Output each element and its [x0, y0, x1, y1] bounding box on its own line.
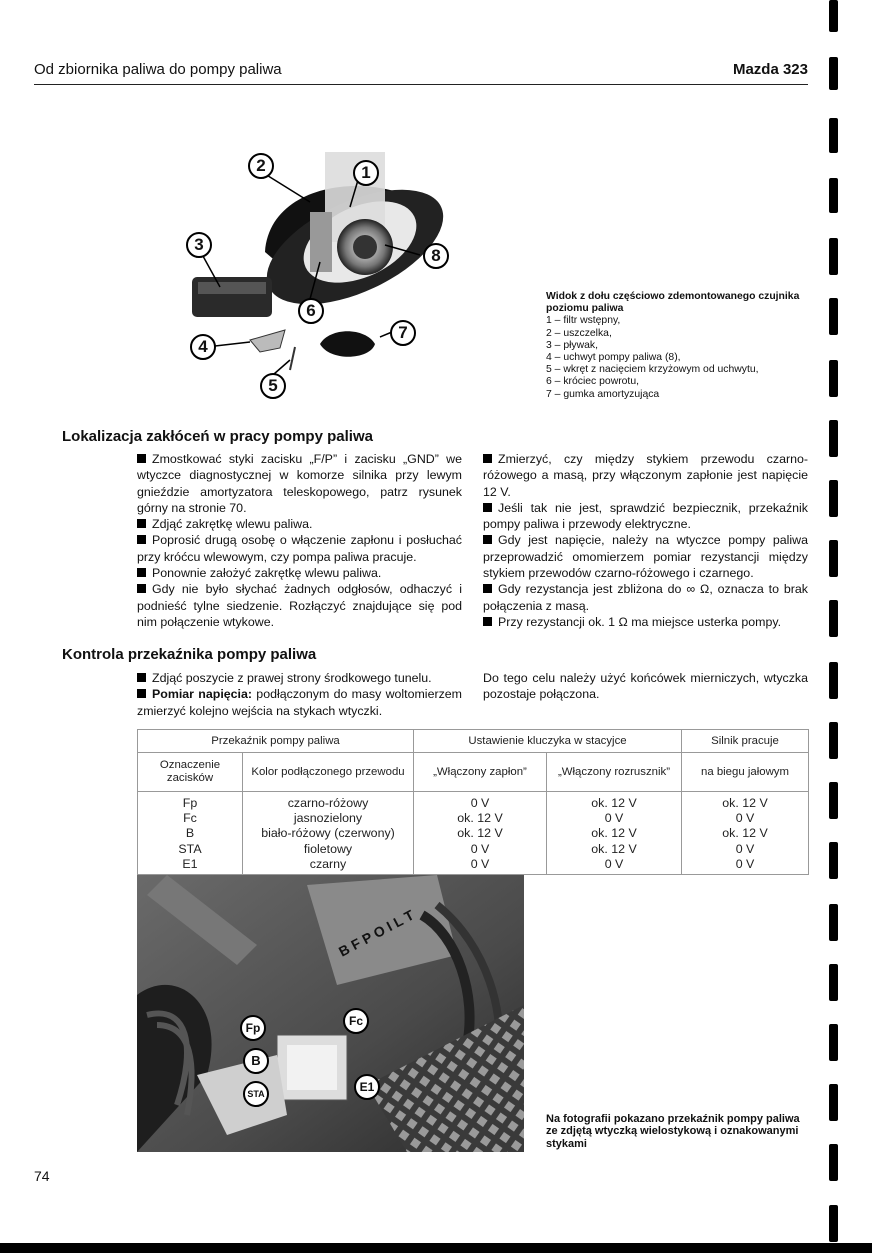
photo-caption: Na fotografii pokazano przekaźnik pompy paliwa ze zdjętą wtyczką wielostykową i oznakowanymi stykami [546, 1113, 800, 1150]
cell-idle: ok. 12 V [682, 792, 809, 812]
edge-mark [829, 1144, 838, 1181]
table-group-engine: Silnik pracuje [682, 730, 809, 753]
edge-mark [829, 118, 838, 153]
bullet-icon [483, 503, 492, 512]
cell-ignition-on: ok. 12 V [414, 811, 547, 826]
edge-mark [829, 782, 838, 819]
cell-starter-on: ok. 12 V [547, 842, 682, 857]
edge-mark [829, 540, 838, 577]
legend-item: 6 – króciec powrotu, [546, 376, 639, 388]
edge-mark [829, 904, 838, 941]
edge-mark [829, 600, 838, 637]
edge-mark [829, 420, 838, 457]
cell-starter-on: 0 V [547, 857, 682, 875]
edge-mark [829, 57, 838, 90]
instruction-note: Do tego celu należy użyć końcówek mierniczych, wtyczka pozostaje połączona. [483, 671, 808, 702]
col-header-terminal: Oznaczenie zacisków [138, 753, 243, 792]
cell-wire-color: czarno-różowy [243, 792, 414, 812]
legend-item: 7 – gumka amortyzująca [546, 388, 660, 400]
edge-mark [829, 964, 838, 1001]
photo-label-e1: E1 [354, 1074, 380, 1100]
edge-mark [829, 1205, 838, 1242]
callout-4: 4 [190, 334, 216, 360]
cell-wire-color: jasnozielony [243, 811, 414, 826]
cell-terminal: Fp [138, 792, 243, 812]
photo-label-fp: Fp [240, 1015, 266, 1041]
instruction-item: Zmostkować styki zacisku „F/P” i zacisku „GND” we wtyczce diagnostycznej w komorze silnika przy lewym gnieździe amortyzatora teleskopowego, patrz rysunek górny na stronie 70. [137, 452, 462, 515]
callout-1: 1 [353, 160, 379, 186]
section1-left-column [137, 451, 462, 630]
legend-item: 2 – uszczelka, [546, 327, 612, 339]
instruction-item: Gdy jest napięcie, należy na wtyczce pompy paliwa przeprowadzić omomierzem pomiar rezystancji między stykiem przewodów czarno-różowego i czarnego. [483, 533, 808, 581]
table-group-ignition: Ustawienie kluczyka w stacyjce [414, 730, 682, 753]
edge-mark [829, 360, 838, 397]
cell-starter-on: ok. 12 V [547, 792, 682, 812]
edge-mark [829, 662, 838, 699]
edge-mark [829, 842, 838, 879]
bullet-icon [483, 535, 492, 544]
callout-5: 5 [260, 373, 286, 399]
cell-terminal: Fc [138, 811, 243, 826]
instruction-item: Zdjąć zakrętkę wlewu paliwa. [137, 516, 462, 532]
bullet-icon [137, 535, 146, 544]
section-title-fault-location: Lokalizacja zakłóceń w pracy pompy paliwa [62, 428, 373, 445]
cell-idle: 0 V [682, 842, 809, 857]
cell-wire-color: fioletowy [243, 842, 414, 857]
table-row [138, 857, 809, 875]
cell-idle: 0 V [682, 857, 809, 875]
cell-terminal: B [138, 826, 243, 841]
edge-mark [829, 0, 838, 32]
page-number: 74 [34, 1168, 50, 1184]
instruction-item: Gdy rezystancja jest zbliżona do ∞ Ω, oznacza to brak połączenia z masą. [483, 582, 808, 613]
cell-idle: ok. 12 V [682, 826, 809, 841]
instruction-item: Przy rezystancji ok. 1 Ω ma miejsce usterka pompy. [483, 614, 808, 630]
bullet-icon [483, 617, 492, 626]
callout-8: 8 [423, 243, 449, 269]
photo-label-sta: STA [243, 1081, 269, 1107]
cell-ignition-on: 0 V [414, 792, 547, 812]
cell-ignition-on: 0 V [414, 842, 547, 857]
instruction-item: Poprosić drugą osobę o włączenie zapłonu i posłuchać przy króćcu wlewowym, czy pompa paliwa pracuje. [137, 533, 462, 564]
callout-6: 6 [298, 298, 324, 324]
cell-terminal: E1 [138, 857, 243, 875]
bullet-icon [137, 689, 146, 698]
bullet-icon [137, 519, 146, 528]
instruction-item: Pomiar napięcia: podłączonym do masy woltomierzem zmierzyć kolejno wejścia na stykach wtyczki. [137, 687, 462, 718]
edge-mark [829, 1024, 838, 1061]
edge-mark [829, 722, 838, 759]
figure1-caption [546, 291, 816, 401]
cell-starter-on: ok. 12 V [547, 826, 682, 841]
running-header-section: Od zbiornika paliwa do pompy paliwa [34, 61, 282, 78]
table-row [138, 811, 809, 826]
cell-terminal: STA [138, 842, 243, 857]
bullet-icon [137, 454, 146, 463]
col-header-idle: na biegu jałowym [682, 753, 809, 792]
voltage-measurement-label: Pomiar napięcia: [152, 687, 253, 702]
instruction-item: Zdjąć poszycie z prawej strony środkowego tunelu. [137, 670, 462, 686]
relay-photo [137, 875, 524, 1152]
table-row [138, 842, 809, 857]
col-header-wire-color: Kolor podłączonego przewodu [243, 753, 414, 792]
edge-mark [829, 178, 838, 213]
cell-ignition-on: 0 V [414, 857, 547, 875]
instruction-item: Zmierzyć, czy między stykiem przewodu czarno-różowego a masą, przy włączonym zapłonie jest napięcie 12 V. [483, 452, 808, 499]
col-header-ignition-on: „Włączony zapłon” [414, 753, 547, 792]
figure1-caption-title: Widok z dołu częściowo zdemontowanego czujnika poziomu paliwa [546, 291, 800, 315]
bullet-icon [137, 584, 146, 593]
cell-idle: 0 V [682, 811, 809, 826]
instruction-item: Ponownie założyć zakrętkę wlewu paliwa. [137, 565, 462, 581]
relay-sign-text: B F P O I L T [335, 906, 417, 960]
running-header-model: Mazda 323 [732, 61, 808, 78]
callout-7: 7 [390, 320, 416, 346]
legend-item: 3 – pływak, [546, 339, 598, 351]
legend-item: 4 – uchwyt pompy paliwa (8), [546, 352, 681, 364]
table-row [138, 792, 809, 812]
relay-photo-image [137, 875, 524, 1152]
cell-wire-color: biało-różowy (czerwony) [243, 826, 414, 841]
table-row [138, 826, 809, 841]
edge-mark [829, 1084, 838, 1121]
edge-mark [829, 238, 838, 275]
bullet-icon [137, 568, 146, 577]
instruction-item: Jeśli tak nie jest, sprawdzić bezpiecznik, przekaźnik pompy paliwa i przewody elektryczne. [483, 500, 808, 532]
relay-voltage-table [137, 729, 809, 875]
photo-label-b: B [243, 1048, 269, 1074]
col-header-starter-on: „Włączony rozrusznik” [547, 753, 682, 792]
section1-right-column [483, 451, 808, 630]
legend-item: 1 – filtr wstępny, [546, 315, 621, 327]
bottom-edge-bar [0, 1243, 872, 1253]
section2-left-column [137, 670, 462, 719]
bullet-icon [483, 584, 492, 593]
cell-wire-color: czarny [243, 857, 414, 875]
callout-3: 3 [186, 232, 212, 258]
fuel-sensor-figure [170, 112, 470, 407]
callout-2: 2 [248, 153, 274, 179]
table-group-relay: Przekaźnik pompy paliwa [138, 730, 414, 753]
bullet-icon [137, 673, 146, 682]
instruction-item: Gdy nie było słychać żadnych odgłosów, odhaczyć i podnieść tylne siedzenie. Rozłączyć znajdujące się pod nim połączenie wtykowe. [137, 582, 462, 629]
edge-mark [829, 480, 838, 517]
section2-right-column [483, 670, 808, 703]
edge-mark [829, 298, 838, 335]
header-rule [34, 84, 808, 85]
photo-label-fc: Fc [343, 1008, 369, 1034]
cell-ignition-on: ok. 12 V [414, 826, 547, 841]
legend-item: 5 – wkręt z nacięciem krzyżowym od uchwytu, [546, 364, 759, 376]
cell-starter-on: 0 V [547, 811, 682, 826]
section-title-relay-check: Kontrola przekaźnika pompy paliwa [62, 646, 317, 663]
bullet-icon [483, 454, 492, 463]
